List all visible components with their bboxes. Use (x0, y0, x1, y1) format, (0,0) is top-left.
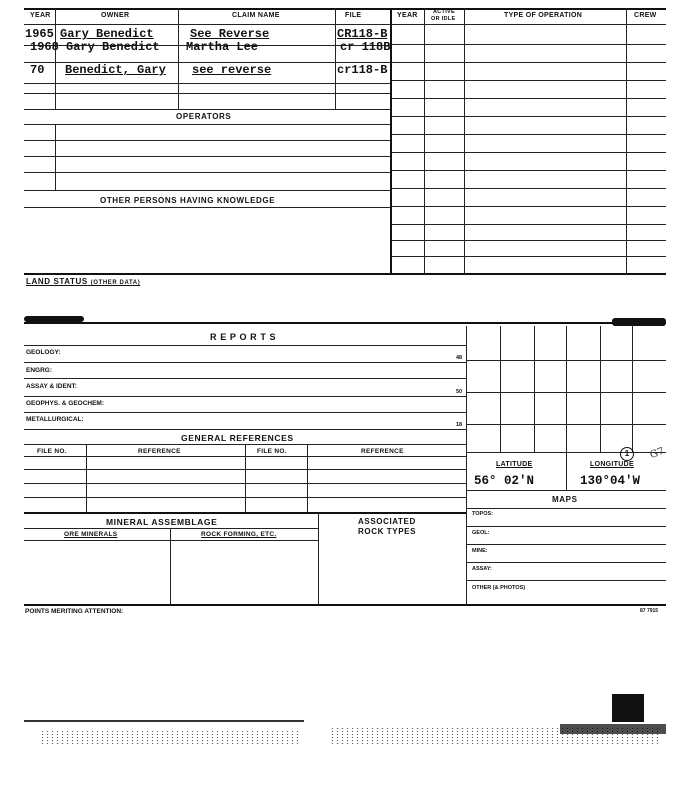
operations-type-header: TYPE OF OPERATION (504, 12, 583, 19)
report-geology-label: GEOLOGY: (26, 349, 61, 356)
longitude-value: 130°04'W (580, 474, 641, 488)
points-meriting-attention-title: POINTS MERITING ATTENTION: (25, 608, 124, 615)
general-references-title: GENERAL REFERENCES (181, 433, 294, 443)
claim-row-3-claim: see reverse (192, 63, 272, 77)
claims-file-header: FILE (345, 12, 362, 19)
other-persons-title: OTHER PERSONS HAVING KNOWLEDGE (100, 196, 276, 205)
report-metallurgical-label: METALLURGICAL: (26, 416, 84, 423)
report-engrg-label: ENGRG: (26, 367, 52, 374)
maps-title: MAPS (552, 495, 578, 504)
report-geophys-label: GEOPHYS. & GEOCHEM: (26, 400, 105, 407)
operators-title: OPERATORS (176, 112, 232, 121)
claim-row-3-owner: Benedict, Gary (65, 63, 166, 77)
ref-file-no-header-2: FILE NO. (257, 448, 287, 455)
latitude-value: 56° 02'N (474, 474, 535, 488)
maps-other-label: OTHER (& PHOTOS) (472, 585, 526, 591)
land-status-subtitle: (OTHER DATA) (90, 280, 141, 286)
claim-row-1-file: CR118-B (337, 27, 388, 41)
land-status-label: LAND STATUS (26, 277, 88, 286)
claim-row-2-claim: Martha Lee (186, 40, 259, 54)
land-status-title (26, 277, 140, 286)
claim-row-2-file: cr 118B (340, 40, 391, 54)
mineral-assemblage-title: MINERAL ASSEMBLAGE (106, 517, 218, 527)
report-geology-num: 48 (456, 355, 463, 361)
maps-topos-label: TOPOS: (472, 511, 493, 517)
associated-rock-types-1: ASSOCIATED (358, 517, 416, 526)
claims-owner-header: OWNER (101, 12, 130, 19)
claim-row-2-owner: Gary Benedict (66, 40, 160, 54)
longitude-label: LONGITUDE (590, 461, 634, 468)
margin-mark: G7 (648, 445, 666, 462)
claim-row-2-year: 1968 (30, 40, 59, 54)
rock-forming-header: ROCK FORMING, ETC. (201, 531, 277, 538)
report-assay-num: 50 (456, 389, 463, 395)
operations-year-header: YEAR (397, 12, 418, 19)
circled-mark (620, 447, 634, 461)
maps-mine-label: MINE: (472, 548, 488, 554)
ore-minerals-header: ORE MINERALS (64, 531, 118, 538)
reports-title: R E P O R T S (210, 332, 277, 342)
report-metallurgical-num: 18 (456, 422, 463, 428)
claims-name-header: CLAIM NAME (232, 12, 280, 19)
claims-year-header: YEAR (30, 12, 51, 19)
latitude-label: LATITUDE (496, 461, 533, 468)
claim-row-3-year: 70 (30, 63, 45, 77)
maps-geol-label: GEOL: (472, 530, 490, 536)
associated-rock-types-2: ROCK TYPES (358, 527, 417, 536)
claim-row-3-file: cr118-B (337, 63, 388, 77)
form-code: 87 7915 (640, 608, 659, 614)
circled-mark-text: 1 (624, 449, 630, 458)
ref-file-no-header-1: FILE NO. (37, 448, 67, 455)
claim-row-1-owner: Gary Benedict (60, 27, 154, 41)
ref-reference-header-2: REFERENCE (361, 448, 404, 455)
ref-reference-header-1: REFERENCE (138, 448, 181, 455)
report-assay-label: ASSAY & IDENT: (26, 383, 77, 390)
claim-row-1-year: 1965 (25, 27, 54, 41)
maps-assay-label: ASSAY: (472, 566, 492, 572)
operations-active-header-1: ACTIVE (433, 9, 455, 15)
operations-crew-header: CREW (634, 12, 657, 19)
operations-active-header-2: OR IDLE (431, 16, 456, 22)
claim-row-1-claim: See Reverse (190, 27, 270, 41)
